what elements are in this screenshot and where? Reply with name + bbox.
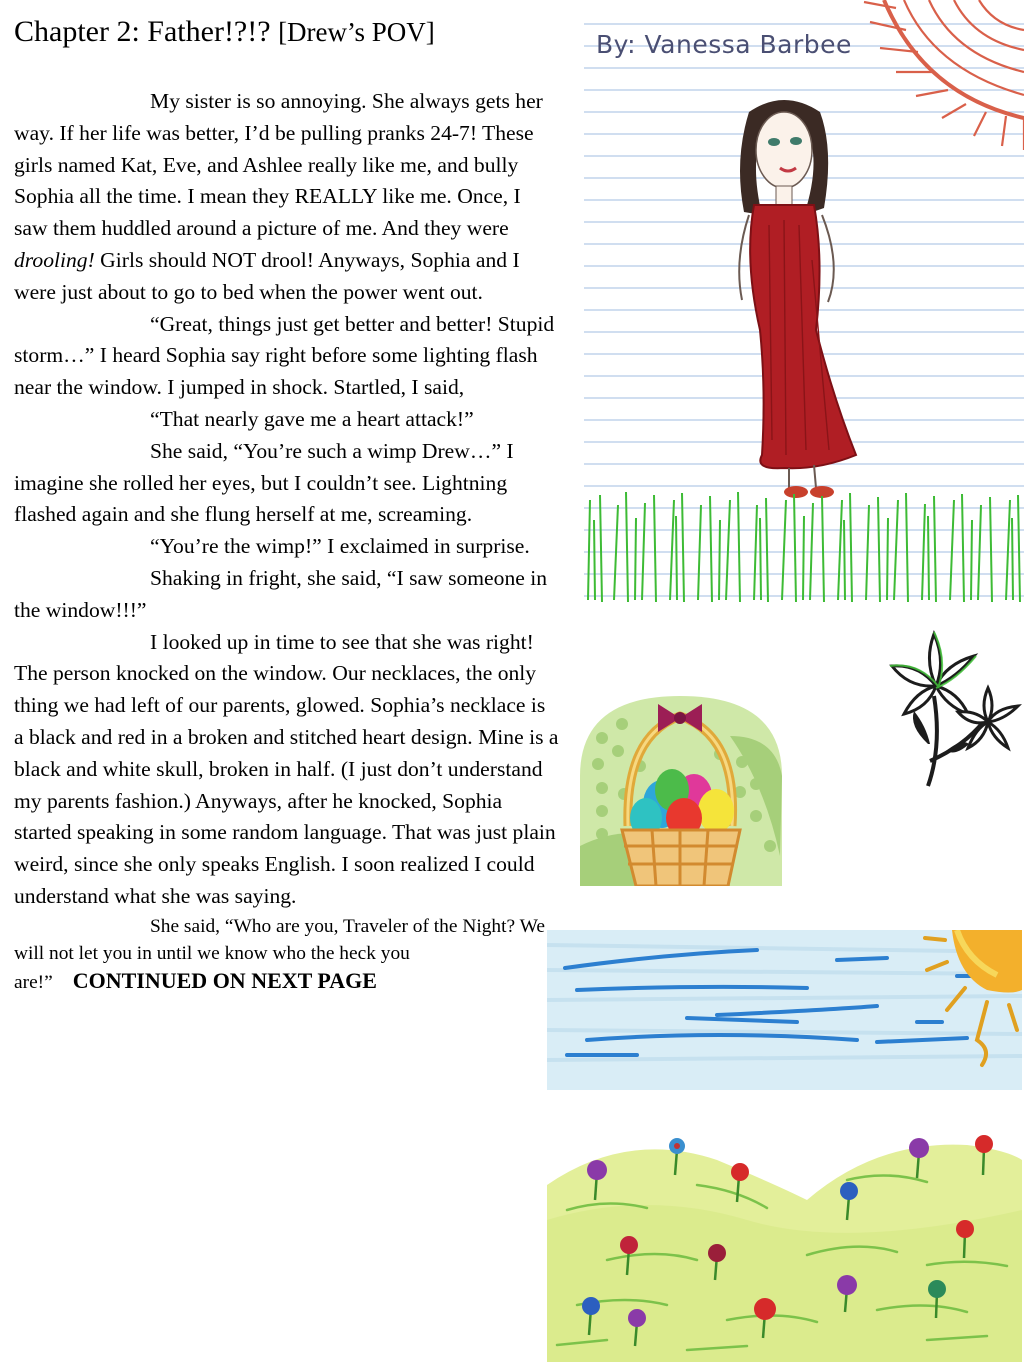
flower-field-drawing bbox=[547, 1090, 1022, 1362]
story-column bbox=[14, 12, 559, 996]
easter-basket-icon bbox=[580, 696, 782, 886]
story-paragraph: “That nearly gave me a heart attack!” bbox=[150, 406, 474, 431]
girl-drawing-illustration bbox=[584, 0, 1024, 612]
lily-flowers-icon bbox=[884, 626, 1022, 790]
artist-signature: By: Vanessa Barbee bbox=[596, 30, 852, 59]
girl-drawing bbox=[584, 0, 1024, 612]
story-paragraph: She said, “You’re such a wimp Drew…” I imagine she rolled her eyes, but I couldn’t see. Lightning flashed again and she flung herself at me, screaming. bbox=[14, 438, 514, 527]
story-paragraph: My sister is so annoying. She always gets her way. If her life was better, I’d be pulling pranks 24-7! These girls named Kat, Eve, and Ashlee really like me, and bully Sophia all the time. I mean they REALLY like me. Once, I saw them huddled around a picture of me. And they were drooling! Girls should NOT drool! Anyways, Sophia and I were just about to go to bed when the power went out. bbox=[14, 89, 543, 304]
chapter-title bbox=[14, 12, 559, 52]
story-paragraph: She said, “Who are you, Traveler of the Night? We will not let you in until we know who the heck you are!” CONTINUED ON NEXT PAGE bbox=[14, 915, 545, 993]
story-paragraph: I looked up in time to see that she was right! The person knocked on the window. Our necklaces, the only thing we had left of our parents, glowed. Sophia’s necklace is a black and red in a broken and stitched heart design. Mine is a black and white skull, broken in half. (I just don’t understand my parents fashion.) Anyways, after he knocked, Sophia started speaking in some random language. That was just plain weird, since she only speaks English. I soon realized I could understand what she was saying. bbox=[14, 629, 559, 908]
sea-drawing bbox=[547, 930, 1022, 1090]
story-body bbox=[14, 86, 559, 996]
story-paragraph: “You’re the wimp!” I exclaimed in surprise. bbox=[150, 534, 530, 559]
chapter-title-text: Chapter 2: Father!?!? bbox=[14, 15, 279, 48]
continued-notice: CONTINUED ON NEXT PAGE bbox=[72, 967, 377, 993]
story-paragraph: Shaking in fright, she said, “I saw someone in the window!!!” bbox=[14, 565, 548, 622]
story-paragraph: “Great, things just get better and better! Stupid storm…” I heard Sophia say right before some lighting flash near the window. I jumped in shock. Startled, I said, bbox=[14, 311, 555, 400]
chapter-pov: [Drew’s POV] bbox=[278, 17, 435, 47]
emphasis-drooling: drooling! bbox=[14, 247, 95, 272]
